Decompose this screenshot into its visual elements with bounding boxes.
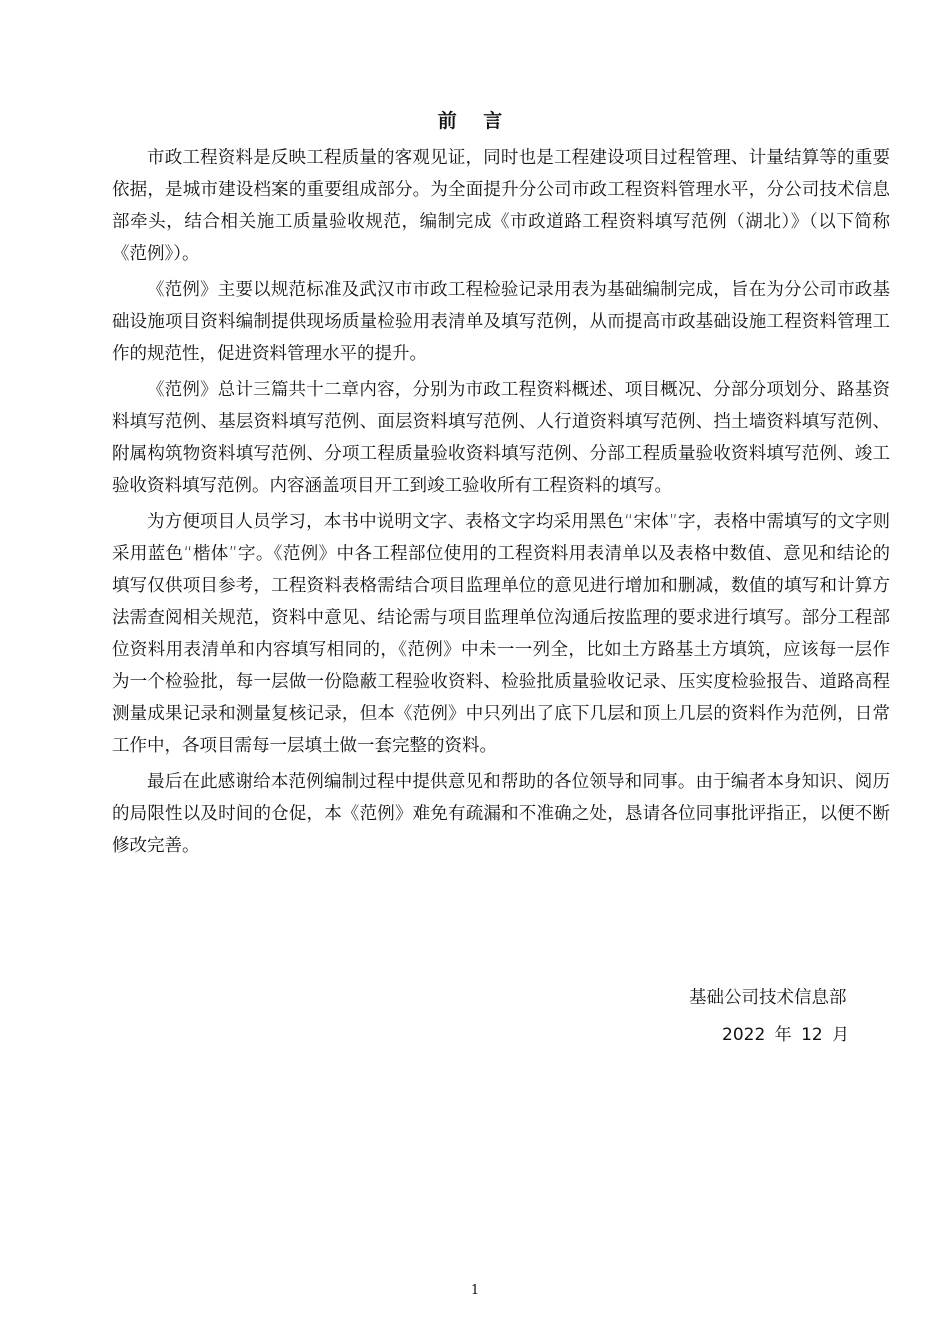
page-title: 前 言: [437, 110, 513, 132]
page-number: 1: [470, 1283, 480, 1298]
paragraph-intro: 市政工程资料是反映工程质量的客观见证，同时也是工程建设项目过程管理、计量结算等的重要依据，是城市建设档案的重要组成部分。为全面提升分公司市政工程资料管理水平，分公司技术信息部牵头，结合相关施工质量验收规范，编制完成《市政道路工程资料填写范例（湖北）》（以下简称《范例》）。: [112, 148, 890, 264]
paragraph-contents: 《范例》总计三篇共十二章内容，分别为市政工程资料概述、项目概况、分部分项划分、路基资料填写范例、基层资料填写范例、面层资料填写范例、人行道资料填写范例、挡土墙资料填写范例、附属构筑物资料填写范例、分项工程质量验收资料填写范例、分部工程质量验收资料填写范例、竣工验收资料填写范例。内容涵盖项目开工到竣工验收所有工程资料的填写。: [112, 380, 890, 496]
paragraph-acknowledgement: 最后在此感谢给本范例编制过程中提供意见和帮助的各位领导和同事。由于编者本身知识、阅历的局限性以及时间的仓促，本《范例》难免有疏漏和不准确之处，恳请各位同事批评指正，以便不断修改完善。: [112, 772, 890, 856]
signature: 基础公司技术信息部: [689, 988, 847, 1008]
paragraph-usage-notes: 为方便项目人员学习，本书中说明文字、表格文字均采用黑色“宋体”字，表格中需填写的文字则采用蓝色“楷体”字。《范例》中各工程部位使用的工程资料用表清单以及表格中数值、意见和结论的填写仅供项目参考，工程资料表格需结合项目监理单位的意见进行增加和删减，数值的填写和计算方法需查阅相关规范，资料中意见、结论需与项目监理单位沟通后按监理的要求进行填写。部分工程部位资料用表清单和内容填写相同的，《范例》中未一一列全，比如土方路基土方填筑，应该每一层作为一个检验批，每一层做一份隐蔽工程验收资料、检验批质量验收记录、压实度检验报告、道路高程测量成果记录和测量复核记录，但本《范例》中只列出了底下几层和顶上几层的资料作为范例，日常工作中，各项目需每一层填土做一套完整的资料。: [112, 512, 890, 756]
document-body: [112, 142, 890, 862]
date: 2022 年 12 月: [722, 1025, 850, 1045]
paragraph-basis: 《范例》主要以规范标准及武汉市市政工程检验记录用表为基础编制完成，旨在为分公司市政基础设施项目资料编制提供现场质量检验用表清单及填写范例，从而提高市政基础设施工程资料管理工作的规范性，促进资料管理水平的提升。: [112, 280, 890, 364]
